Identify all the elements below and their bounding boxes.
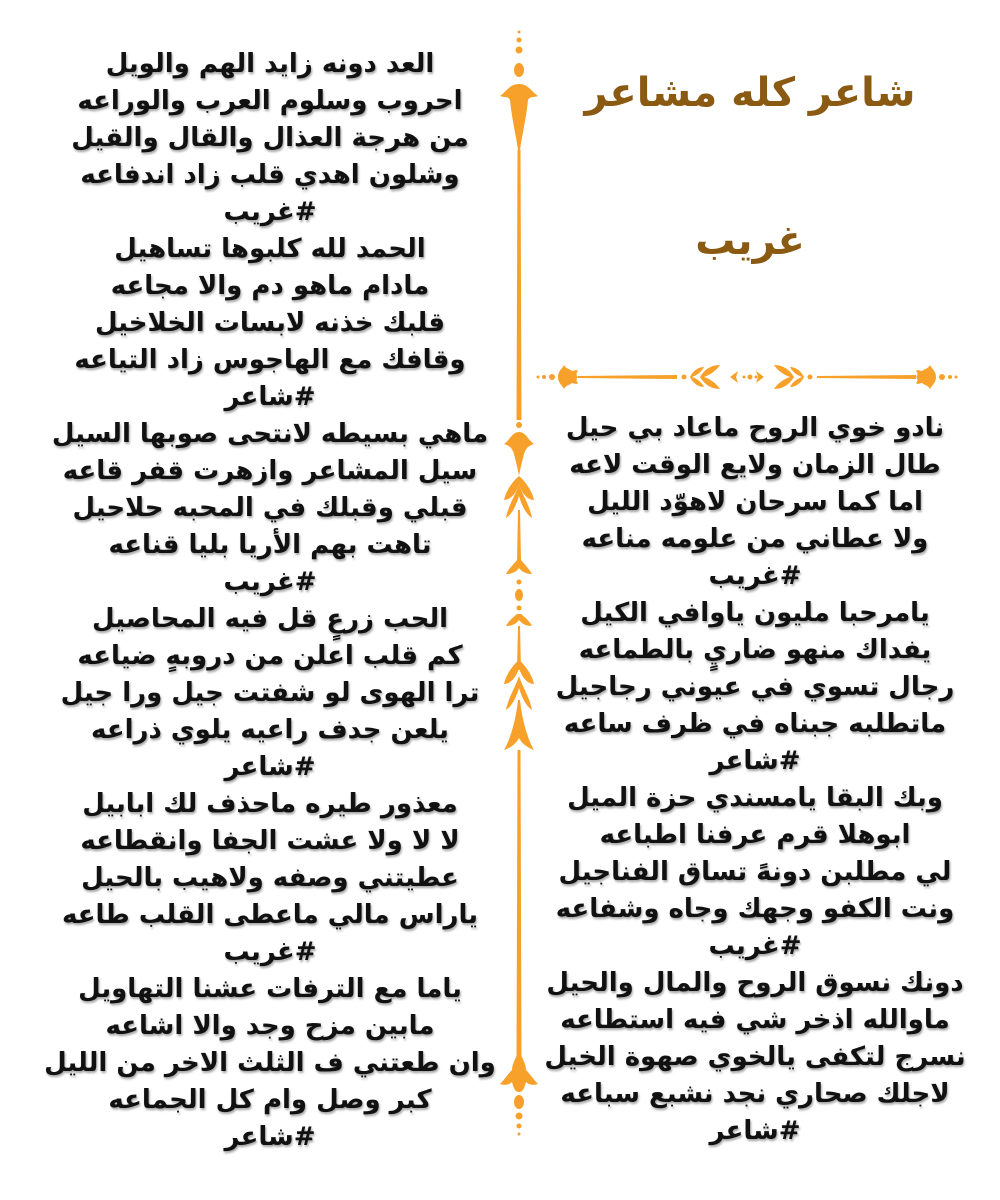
right-poem-column <box>535 410 975 1150</box>
verse-line: ماهي بسيطه لانتحى صوبها السيل <box>51 419 489 449</box>
verse-line: دونك نسوق الروح والمال والحيل <box>546 968 964 998</box>
hashtag: #شاعر <box>709 746 801 776</box>
verse-line: يفداك منهو ضاريٍ بالطماعه <box>578 635 932 665</box>
hashtag: #شاعر <box>224 752 316 782</box>
stanza <box>535 780 975 965</box>
verse-line: وشلون اهدي قلب زاد اندفاعه <box>80 160 460 190</box>
verse-line: ابوهلا قرم عرفنا اطباعه <box>599 820 911 850</box>
verse-line: عطيتني وصفه ولاهيب بالحيل <box>81 863 459 893</box>
verse-line: مابين مزح وجد والا اشاعه <box>105 1011 435 1041</box>
stanza <box>40 601 500 786</box>
verse-line: سيل المشاعر وازهرت قفر قاعه <box>62 456 478 486</box>
hashtag: #غريب <box>223 937 317 967</box>
stanza <box>535 595 975 780</box>
verse-line: مادام ماهو دم والا مجاعه <box>110 271 430 301</box>
page-title: شاعر كله مشاعر <box>584 70 916 116</box>
verse-line: ياما مع الترفات عشنا التهاويل <box>78 974 462 1004</box>
verse-line: اما كما سرحان لاهوّد الليل <box>587 487 923 517</box>
stanza <box>40 231 500 416</box>
hashtag: #شاعر <box>709 1116 801 1146</box>
hashtag: #غريب <box>223 567 317 597</box>
verse-line: ونت الكفو وجهك وجاه وشفاعه <box>555 894 955 924</box>
verse-line: نادو خوي الروح ماعاد بي حيل <box>565 413 945 443</box>
hashtag: #غريب <box>223 197 317 227</box>
horizontal-divider-ornament <box>532 357 962 397</box>
stanza <box>535 410 975 595</box>
verse-line: وان طعتني ف الثلث الاخر من الليل <box>44 1048 496 1078</box>
verse-line: قبلي وقبلك في المحبه حلاحيل <box>72 493 468 523</box>
verse-line: طال الزمان ولايع الوقت لاعه <box>569 450 941 480</box>
verse-line: ترا الهوى لو شفتت جيل ورا جيل <box>60 678 480 708</box>
verse-line: وقافك مع الهاجوس زاد التياعه <box>74 345 466 375</box>
verse-line: لا لا ولا عشت الجفا وانقطاعه <box>80 826 460 856</box>
verse-line: لي مطلبن دونهً تساق الفناجيل <box>558 857 952 887</box>
verse-line: وبك البقا يامسندي حزة الميل <box>567 783 943 813</box>
hashtag: #شاعر <box>224 1122 316 1152</box>
verse-line: معذور طيره ماحذف لك ابابيل <box>82 789 458 819</box>
verse-line: احروب وسلوم العرب والوراعه <box>77 86 463 116</box>
stanza <box>40 46 500 231</box>
verse-line: رجال تسوي في عيوني رجاجيل <box>555 672 955 702</box>
left-poem-column <box>40 46 500 1156</box>
verse-line: يلعن جدف راعيه يلوي ذراعه <box>91 715 449 745</box>
verse-line: الحب زرعٍ قل فيه المحاصيل <box>91 604 449 634</box>
verse-line: ماوالله اذخر شي فيه استطاعه <box>560 1005 950 1035</box>
verse-line: قلبك خذنه لابسات الخلاخيل <box>94 308 446 338</box>
verse-line: ولا عطاني من علومه مناعه <box>581 524 929 554</box>
verse-line: يامرحبا مليون ياوافي الكيل <box>580 598 930 628</box>
verse-line: ماتطلبه جبناه في ظرف ساعه <box>563 709 947 739</box>
stanza <box>40 416 500 601</box>
verse-line: من هرجة العذال والقال والقيل <box>71 123 469 153</box>
verse-line: ياراس مالي ماعطى القلب طاعه <box>62 900 478 930</box>
poet-name: غريب <box>695 218 805 264</box>
verse-line: تاهت بهم الأريا بليا قناعه <box>108 530 432 560</box>
stanza <box>40 786 500 971</box>
verse-line: كم قلب اعلن من دروبهٍ ضياعه <box>77 641 463 671</box>
verse-line: الحمد لله كلبوها تساهيل <box>114 234 426 264</box>
verse-line: نسرج لتكفى يالخوي صهوة الخيل <box>544 1042 966 1072</box>
verse-line: العد دونه زايد الهم والويل <box>105 49 435 79</box>
verse-line: كبر وصل وام كل الجماعه <box>108 1085 432 1115</box>
hashtag: #غريب <box>708 561 802 591</box>
hashtag: #غريب <box>708 931 802 961</box>
hashtag: #شاعر <box>224 382 316 412</box>
verse-line: لاجلك صحاري نجد نشبع سباعه <box>560 1079 950 1109</box>
stanza <box>40 971 500 1156</box>
stanza <box>535 965 975 1150</box>
